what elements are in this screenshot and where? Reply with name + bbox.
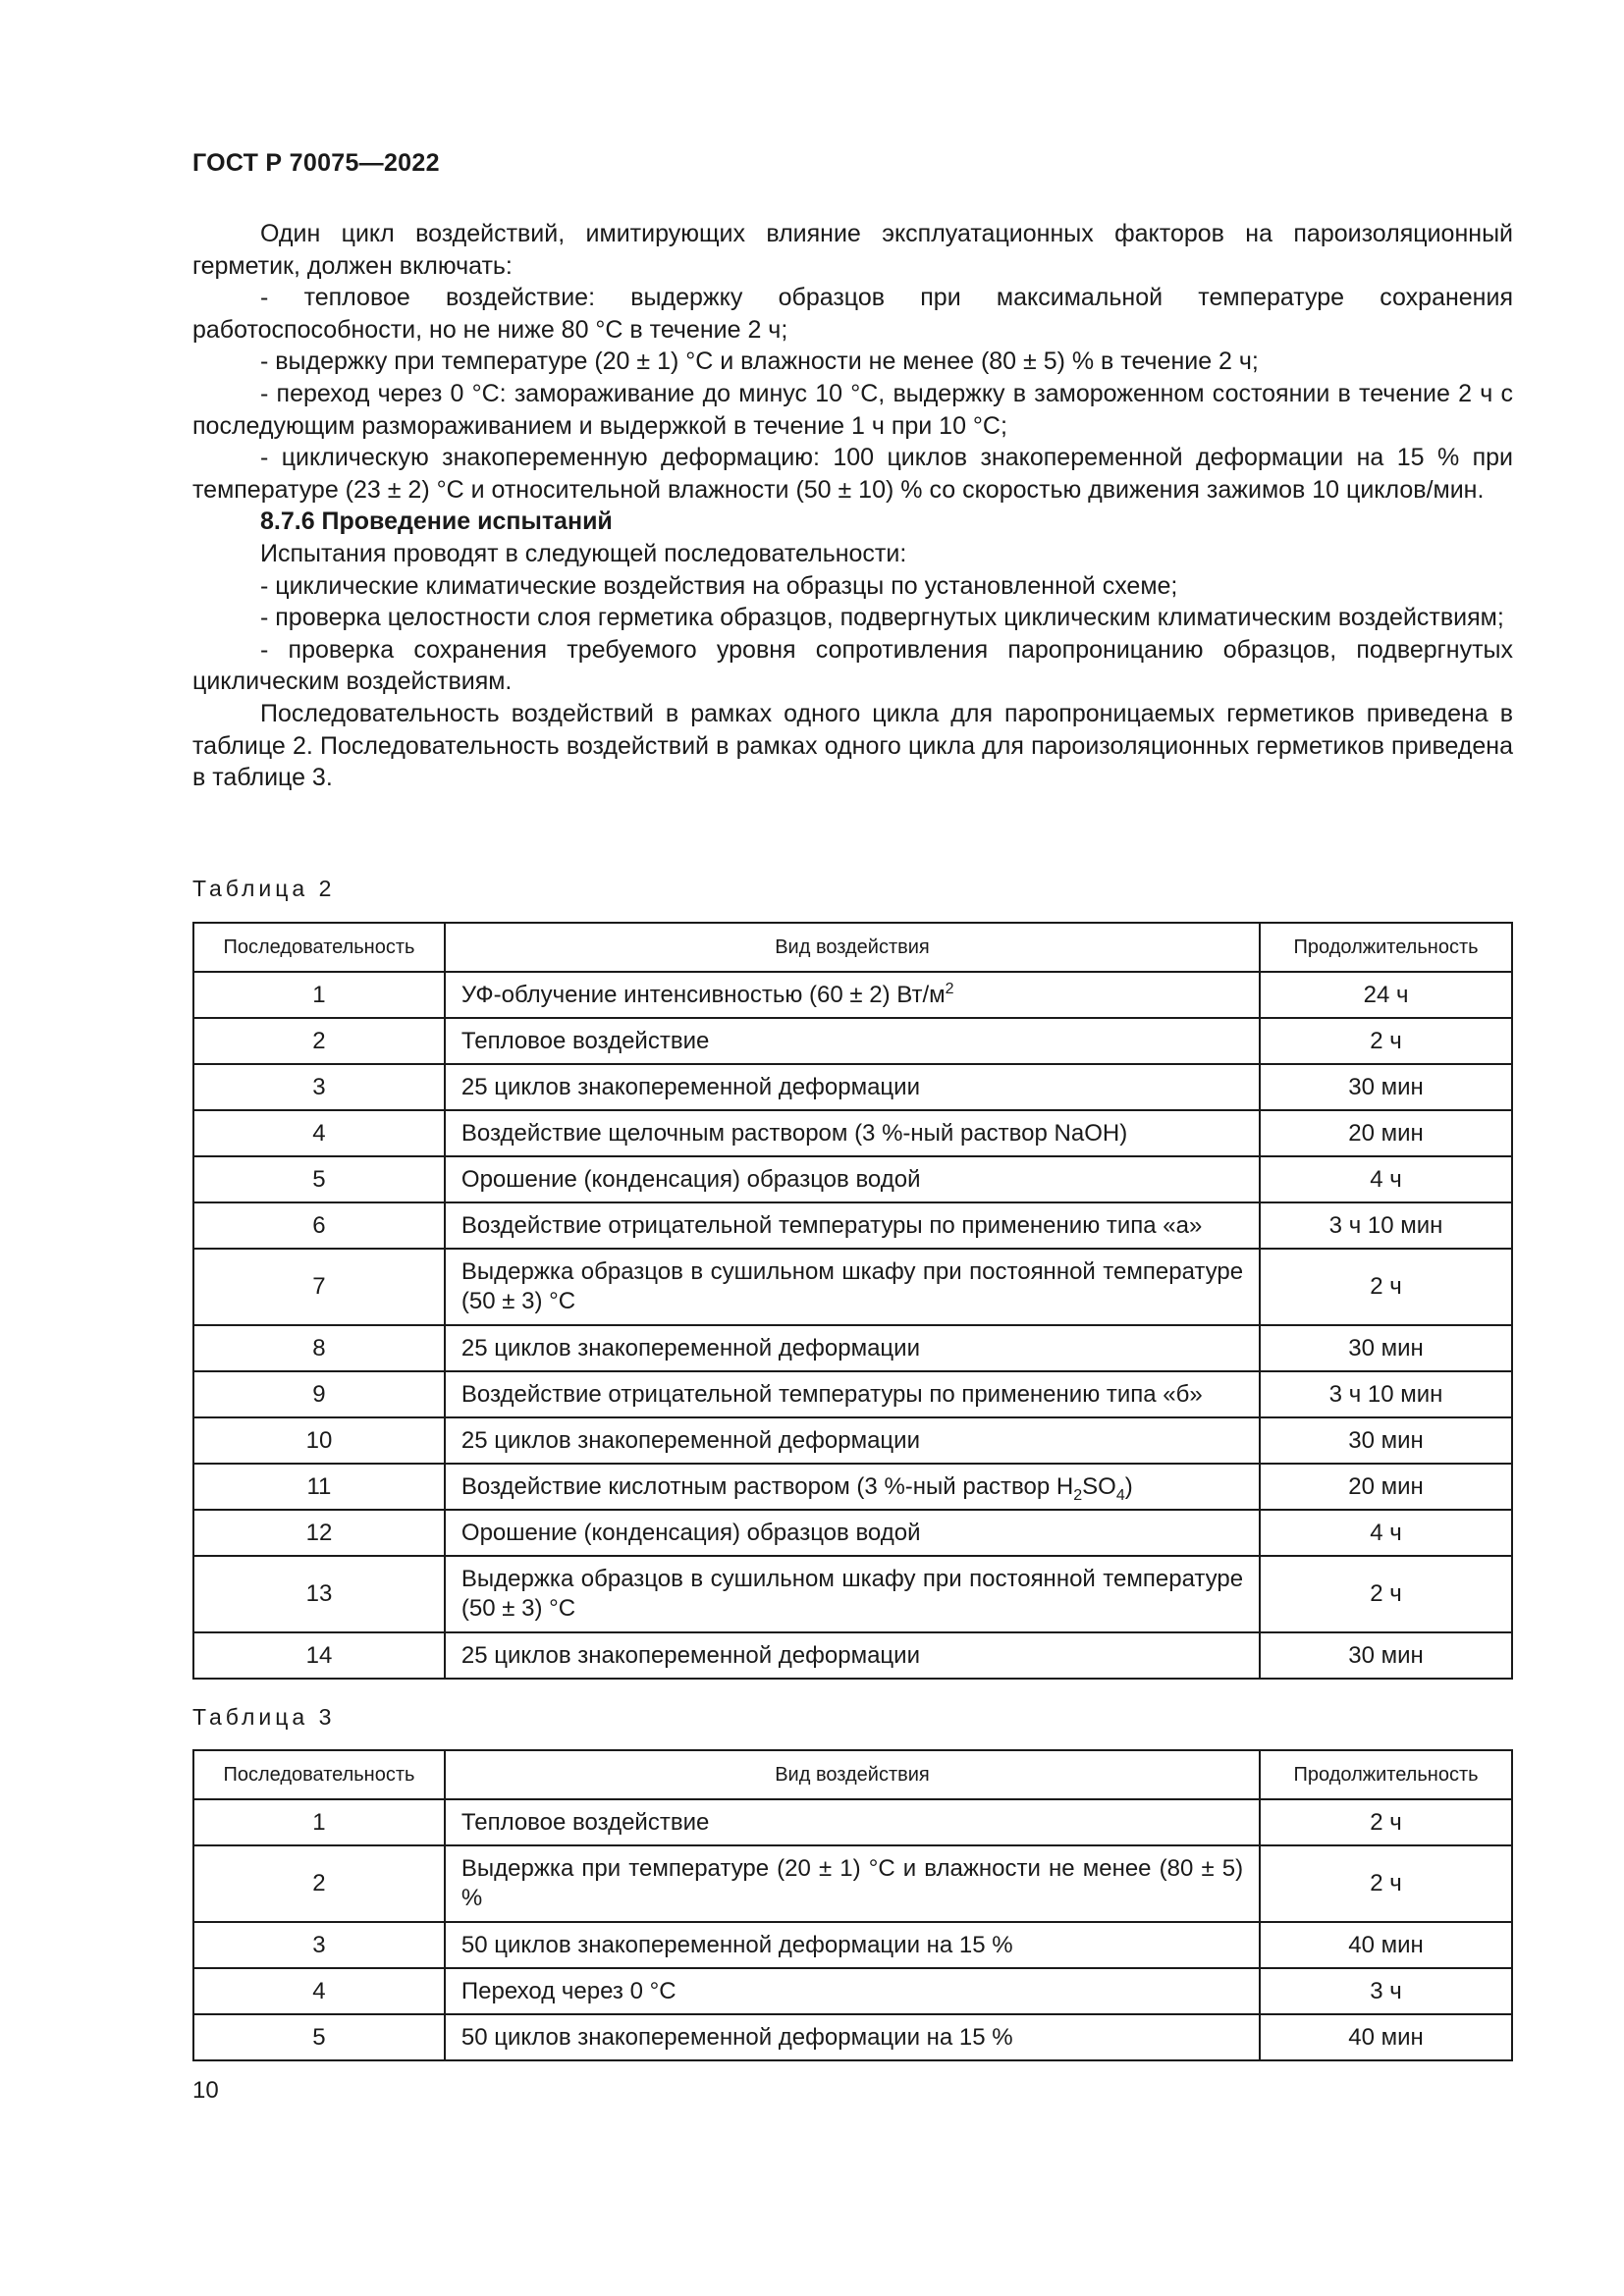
impact-cell: 50 циклов знакопеременной деформации на 15 % xyxy=(445,2014,1260,2060)
column-header-impact-type: Вид воздействия xyxy=(445,923,1260,972)
table-row xyxy=(193,1510,1512,1556)
impact-cell: 25 циклов знакопеременной деформации xyxy=(445,1064,1260,1110)
table-header-row xyxy=(193,923,1512,972)
table-header-row xyxy=(193,1750,1512,1799)
impact-cell: 25 циклов знакопеременной деформации xyxy=(445,1632,1260,1679)
impact-cell: Орошение (конденсация) образцов водой xyxy=(445,1156,1260,1202)
impact-cell: Выдержка образцов в сушильном шкафу при постоянной температуре (50 ± 3) °С xyxy=(445,1249,1260,1325)
impact-cell: Воздействие отрицательной температуры по применению типа «б» xyxy=(445,1371,1260,1417)
duration-cell: 2 ч xyxy=(1260,1249,1512,1325)
duration-cell: 40 мин xyxy=(1260,2014,1512,2060)
paragraph: Один цикл воздействий, имитирующих влияние эксплуатационных факторов на пароизоляционный герметик, должен включать: xyxy=(192,220,1513,280)
sequence-cell: 14 xyxy=(193,1632,445,1679)
table-row xyxy=(193,1968,1512,2014)
impact-cell: 50 циклов знакопеременной деформации на 15 % xyxy=(445,1922,1260,1968)
duration-cell: 40 мин xyxy=(1260,1922,1512,1968)
table-row xyxy=(193,1556,1512,1632)
duration-cell: 2 ч xyxy=(1260,1556,1512,1632)
list-item: - проверка сохранения требуемого уровня сопротивления паропроницанию образцов, подвергнутых циклическим воздействиям. xyxy=(192,635,1513,696)
duration-cell: 30 мин xyxy=(1260,1325,1512,1371)
sequence-cell: 3 xyxy=(193,1922,445,1968)
paragraph: Последовательность воздействий в рамках одного цикла для паропроницаемых герметиков приведена в таблице 2. Последовательность воздействий в рамках одного цикла для пароизоляционных герметиков приведена в таблице 3. xyxy=(192,699,1513,792)
table-3 xyxy=(192,1749,1513,2061)
duration-cell: 30 мин xyxy=(1260,1064,1512,1110)
impact-cell: 25 циклов знакопеременной деформации xyxy=(445,1325,1260,1371)
table-row xyxy=(193,1064,1512,1110)
column-header-impact-type: Вид воздействия xyxy=(445,1750,1260,1799)
impact-cell: Воздействие отрицательной температуры по применению типа «а» xyxy=(445,1202,1260,1249)
list-item: - переход через 0 °С: замораживание до минус 10 °С, выдержку в замороженном состоянии в течение 2 ч с последующим размораживанием и выдержкой в течение 1 ч при 10 °С; xyxy=(192,379,1513,440)
sequence-cell: 13 xyxy=(193,1556,445,1632)
duration-cell: 4 ч xyxy=(1260,1156,1512,1202)
duration-cell: 3 ч 10 мин xyxy=(1260,1371,1512,1417)
sequence-cell: 7 xyxy=(193,1249,445,1325)
table-row xyxy=(193,1632,1512,1679)
table-row xyxy=(193,1202,1512,1249)
sequence-cell: 10 xyxy=(193,1417,445,1464)
table-row xyxy=(193,1110,1512,1156)
subsection-heading: 8.7.6 Проведение испытаний xyxy=(260,507,613,536)
table-row xyxy=(193,972,1512,1018)
table-row xyxy=(193,1371,1512,1417)
sequence-cell: 4 xyxy=(193,1110,445,1156)
impact-cell: Тепловое воздействие xyxy=(445,1799,1260,1845)
table-row xyxy=(193,1799,1512,1845)
table-2-caption: Таблица 2 xyxy=(192,876,336,901)
duration-cell: 2 ч xyxy=(1260,1845,1512,1922)
document-code-header: ГОСТ Р 70075—2022 xyxy=(192,149,440,177)
sequence-cell: 8 xyxy=(193,1325,445,1371)
duration-cell: 3 ч xyxy=(1260,1968,1512,2014)
sequence-cell: 5 xyxy=(193,1156,445,1202)
table-row xyxy=(193,1018,1512,1064)
duration-cell: 3 ч 10 мин xyxy=(1260,1202,1512,1249)
column-header-duration: Продолжительность xyxy=(1260,923,1512,972)
table-row xyxy=(193,1417,1512,1464)
column-header-duration: Продолжительность xyxy=(1260,1750,1512,1799)
list-item: - циклическую знакопеременную деформацию: 100 циклов знакопеременной деформации на 15 % при температуре (23 ± 2) °С и относительной влажности (50 ± 10) % со скоростью движения зажимов 10 циклов/мин. xyxy=(192,444,1513,504)
list-item: - выдержку при температуре (20 ± 1) °С и влажности не менее (80 ± 5) % в течение 2 ч; xyxy=(260,347,1259,376)
impact-cell: 25 циклов знакопеременной деформации xyxy=(445,1417,1260,1464)
list-item: - циклические климатические воздействия на образцы по установленной схеме; xyxy=(260,571,1178,600)
column-header-sequence: Последовательность xyxy=(193,1750,445,1799)
impact-cell: Выдержка образцов в сушильном шкафу при постоянной температуре (50 ± 3) °С xyxy=(445,1556,1260,1632)
sequence-cell: 3 xyxy=(193,1064,445,1110)
duration-cell: 30 мин xyxy=(1260,1417,1512,1464)
table-row xyxy=(193,2014,1512,2060)
sequence-cell: 1 xyxy=(193,972,445,1018)
impact-cell: Переход через 0 °С xyxy=(445,1968,1260,2014)
sequence-cell: 1 xyxy=(193,1799,445,1845)
duration-cell: 20 мин xyxy=(1260,1110,1512,1156)
sequence-cell: 12 xyxy=(193,1510,445,1556)
duration-cell: 30 мин xyxy=(1260,1632,1512,1679)
table-row xyxy=(193,1922,1512,1968)
body-text xyxy=(192,218,1513,794)
table-2 xyxy=(192,922,1513,1680)
list-item: - тепловое воздействие: выдержку образцов при максимальной температуре сохранения работоспособности, но не ниже 80 °С в течение 2 ч; xyxy=(192,284,1513,344)
table-row xyxy=(193,1249,1512,1325)
paragraph: Испытания проводят в следующей последовательности: xyxy=(260,539,907,567)
duration-cell: 20 мин xyxy=(1260,1464,1512,1510)
table-row xyxy=(193,1325,1512,1371)
sequence-cell: 5 xyxy=(193,2014,445,2060)
impact-cell: УФ-облучение интенсивностью (60 ± 2) $Вт/м^2$ xyxy=(445,972,1260,1018)
duration-cell: 4 ч xyxy=(1260,1510,1512,1556)
sequence-cell: 4 xyxy=(193,1968,445,2014)
page-number: 10 xyxy=(192,2077,219,2104)
sequence-cell: 9 xyxy=(193,1371,445,1417)
sequence-cell: 6 xyxy=(193,1202,445,1249)
table-row xyxy=(193,1156,1512,1202)
column-header-sequence: Последовательность xyxy=(193,923,445,972)
sequence-cell: 2 xyxy=(193,1845,445,1922)
impact-cell: Тепловое воздействие xyxy=(445,1018,1260,1064)
table-row xyxy=(193,1464,1512,1510)
duration-cell: 2 ч xyxy=(1260,1018,1512,1064)
impact-cell: Выдержка при температуре (20 ± 1) °С и влажности не менее (80 ± 5) % xyxy=(445,1845,1260,1922)
impact-cell: Воздействие кислотным раствором (3 %-ный раствор $H_2SO_4$) xyxy=(445,1464,1260,1510)
table-3-caption: Таблица 3 xyxy=(192,1704,336,1730)
impact-cell: Воздействие щелочным раствором (3 %-ный раствор NaOH) xyxy=(445,1110,1260,1156)
duration-cell: 2 ч xyxy=(1260,1799,1512,1845)
table-row xyxy=(193,1845,1512,1922)
list-item: - проверка целостности слоя герметика образцов, подвергнутых циклическим климатическим воздействиям; xyxy=(260,604,1504,632)
duration-cell: 24 ч xyxy=(1260,972,1512,1018)
impact-cell: Орошение (конденсация) образцов водой xyxy=(445,1510,1260,1556)
sequence-cell: 11 xyxy=(193,1464,445,1510)
sequence-cell: 2 xyxy=(193,1018,445,1064)
